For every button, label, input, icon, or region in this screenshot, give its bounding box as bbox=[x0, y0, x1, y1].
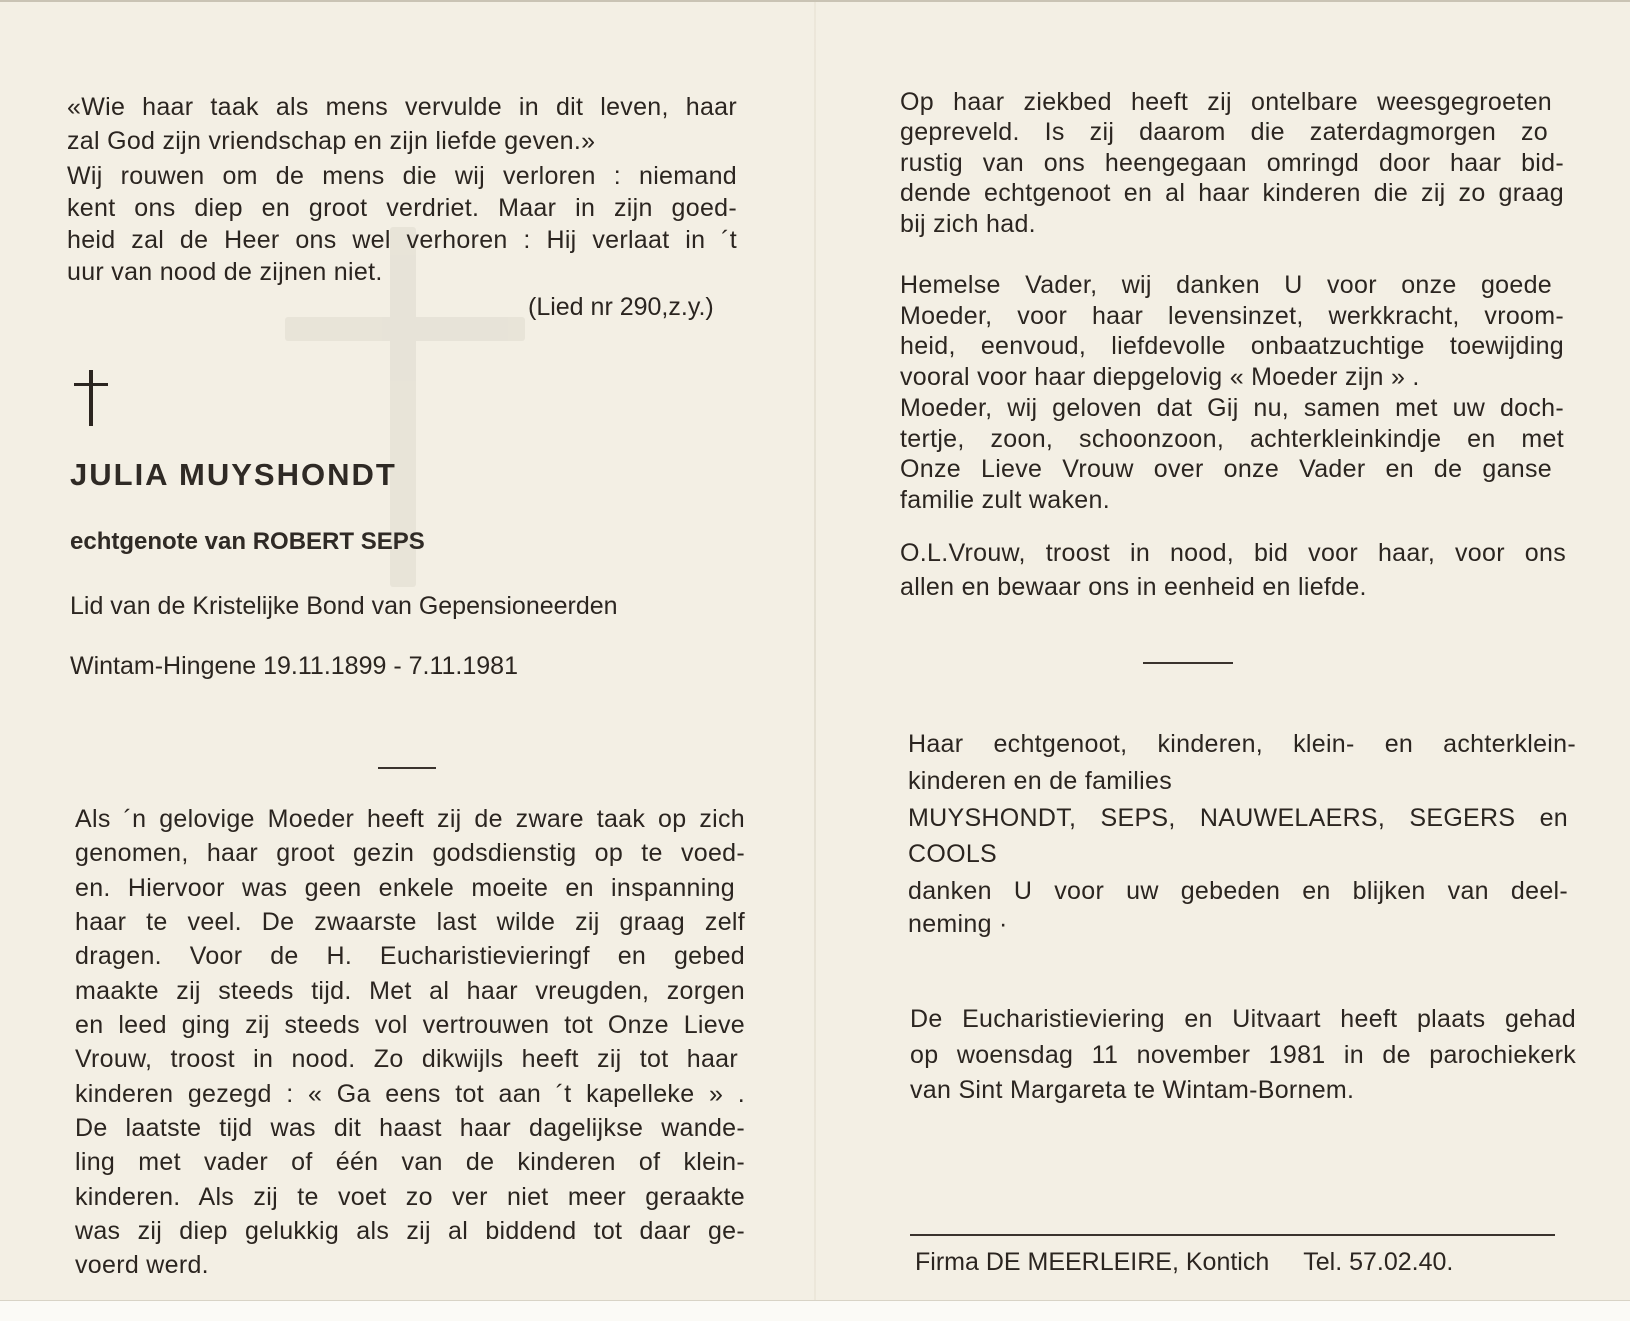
biography-line: Als ´n gelovige Moeder heeft zij de zware taak op zich bbox=[75, 805, 745, 833]
funeral-line: op woensdag 11 november 1981 in de parochiekerk bbox=[910, 1041, 1576, 1069]
prayer-line: Onze Lieve Vrouw over onze Vader en de ganse bbox=[900, 455, 1552, 483]
biography-line: dragen. Voor de H. Eucharistievieringf en gebed bbox=[75, 942, 745, 970]
family-names-line: COOLS bbox=[908, 840, 998, 868]
printer-footer bbox=[915, 1245, 1453, 1279]
funeral-line: De Eucharistieviering en Uitvaart heeft plaats gehad bbox=[910, 1005, 1576, 1033]
biography-line: voerd werd. bbox=[75, 1251, 209, 1279]
funeral-line: van Sint Margareta te Wintam-Bornem. bbox=[910, 1076, 1355, 1104]
biography-line: ling met vader of één van de kinderen of klein- bbox=[75, 1148, 745, 1176]
card-fold bbox=[814, 2, 816, 1302]
biography-line: was zij diep gelukkig als zij al biddend tot daar ge- bbox=[75, 1217, 745, 1245]
mourning-text-line: heid zal de Heer ons wel verhoren : Hij verlaat in ´t bbox=[67, 226, 737, 254]
spouse-line: echtgenote van ROBERT SEPS bbox=[70, 528, 425, 555]
family-intro-line: Haar echtgenoot, kinderen, klein- en achterklein- bbox=[908, 730, 1576, 758]
thanks-line: danken U voor uw gebeden en blijken van deel- bbox=[908, 877, 1568, 905]
card-bottom-edge bbox=[0, 1300, 1630, 1321]
membership-line: Lid van de Kristelijke Bond van Gepensioneerden bbox=[70, 592, 618, 620]
printer-phone: Tel. 57.02.40. bbox=[1303, 1248, 1454, 1276]
section-divider bbox=[378, 767, 436, 769]
printer-name: Firma DE MEERLEIRE, Kontich bbox=[915, 1248, 1270, 1276]
prayer-line: Moeder, wij geloven dat Gij nu, samen met uw doch- bbox=[900, 394, 1564, 422]
hymn-source: (Lied nr 290,z.y.) bbox=[528, 293, 714, 321]
biography-line: genomen, haar groot gezin godsdienstig op te voed- bbox=[75, 839, 745, 867]
cross-icon bbox=[74, 370, 108, 426]
family-names-line: MUYSHONDT, SEPS, NAUWELAERS, SEGERS en bbox=[908, 804, 1568, 832]
biography-line: haar te veel. De zwaarste last wilde zij graag zelf bbox=[75, 908, 745, 936]
family-intro-line: kinderen en de families bbox=[908, 767, 1172, 795]
mourning-text-line: uur van nood de zijnen niet. bbox=[67, 258, 383, 286]
opening-quote-line-1: «Wie haar taak als mens vervulde in dit leven, haar bbox=[67, 93, 737, 121]
sickbed-line: bij zich had. bbox=[900, 210, 1036, 238]
biography-line: maakte zij steeds tijd. Met al haar vreugden, zorgen bbox=[75, 977, 745, 1005]
opening-quote-line-2: zal God zijn vriendschap en zijn liefde geven.» bbox=[67, 127, 596, 155]
sickbed-line: gepreveld. Is zij daarom die zaterdagmorgen zo bbox=[900, 118, 1548, 146]
biography-line: en. Hiervoor was geen enkele moeite en inspanning bbox=[75, 874, 735, 902]
thanks-line: neming · bbox=[908, 910, 1008, 938]
section-divider bbox=[1143, 662, 1233, 664]
mourning-text-line: Wij rouwen om de mens die wij verloren : niemand bbox=[67, 162, 737, 190]
prayer-line: familie zult waken. bbox=[900, 486, 1110, 514]
footer-rule bbox=[910, 1234, 1555, 1236]
olv-line: O.L.Vrouw, troost in nood, bid voor haar, voor ons bbox=[900, 539, 1566, 567]
prayer-line: heid, eenvoud, liefdevolle onbaatzuchtige toewijding bbox=[900, 332, 1564, 360]
sickbed-line: Op haar ziekbed heeft zij ontelbare weesgegroeten bbox=[900, 88, 1552, 116]
sickbed-line: dende echtgenoot en al haar kinderen die zij zo graag bbox=[900, 179, 1564, 207]
deceased-name: JULIA MUYSHONDT bbox=[70, 457, 397, 492]
sickbed-line: rustig van ons heengegaan omringd door haar bid- bbox=[900, 149, 1564, 177]
biography-line: kinderen. Als zij te voet zo ver niet meer geraakte bbox=[75, 1183, 745, 1211]
olv-line: allen en bewaar ons in eenheid en liefde. bbox=[900, 573, 1367, 601]
prayer-line: Hemelse Vader, wij danken U voor onze goede bbox=[900, 271, 1552, 299]
biography-line: Vrouw, troost in nood. Zo dikwijls heeft zij tot haar bbox=[75, 1045, 738, 1073]
prayer-line: tertje, zoon, schoonzoon, achterkleinkindje en met bbox=[900, 425, 1564, 453]
biography-line: kinderen gezegd : « Ga eens tot aan ´t kapelleke » . bbox=[75, 1080, 745, 1108]
mourning-text-line: kent ons diep en groot verdriet. Maar in zijn goed- bbox=[67, 194, 737, 222]
prayer-line: vooral voor haar diepgelovig « Moeder zijn » . bbox=[900, 363, 1420, 391]
life-dates: Wintam-Hingene 19.11.1899 - 7.11.1981 bbox=[70, 652, 518, 680]
biography-line: De laatste tijd was dit haast haar dagelijkse wande- bbox=[75, 1114, 745, 1142]
biography-line: en leed ging zij steeds vol vertrouwen tot Onze Lieve bbox=[75, 1011, 745, 1039]
prayer-line: Moeder, voor haar levensinzet, werkkracht, vroom- bbox=[900, 302, 1564, 330]
